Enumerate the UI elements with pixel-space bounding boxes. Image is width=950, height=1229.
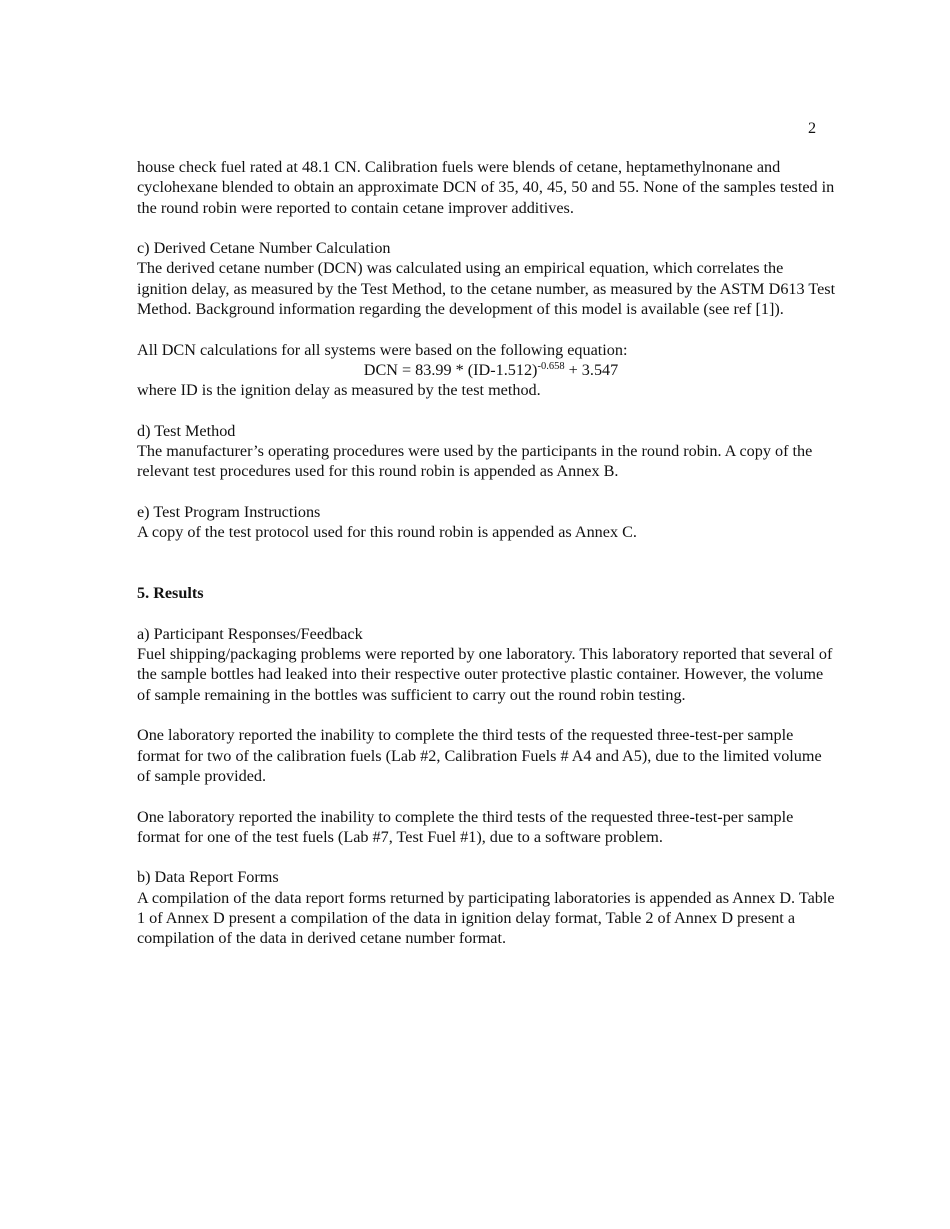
section-5b-heading: b) Data Report Forms bbox=[137, 868, 279, 887]
dcn-equation bbox=[137, 360, 837, 380]
section-5a-para-1: Fuel shipping/packaging problems were reported by one laboratory. This laboratory reported that several of the sample bottles had leaked into their respective outer protective plastic container. However, the volume of sample remaining in the bottles was sufficient to carry out the round robin testing. bbox=[137, 645, 833, 704]
section-d-heading: d) Test Method bbox=[137, 421, 236, 440]
section-5a-para-2: One laboratory reported the inability to complete the third tests of the requested three-test-per sample format for two of the calibration fuels (Lab #2, Calibration Fuels # A4 and A5), due to the limited volume of sample provided. bbox=[137, 726, 822, 785]
section-d-body: The manufacturer’s operating procedures were used by the participants in the round robin. A copy of the relevant test procedures used for this round robin is appended as Annex B. bbox=[137, 442, 813, 481]
intro-paragraph: house check fuel rated at 48.1 CN. Calibration fuels were blends of cetane, heptamethylnonane and cyclohexane blended to obtain an approximate DCN of 35, 40, 45, 50 and 55. None of the samples tested in the round robin were reported to contain cetane improver additives. bbox=[137, 158, 835, 217]
section-5a-heading: a) Participant Responses/Feedback bbox=[137, 624, 363, 643]
equation-exponent: -0.658 bbox=[537, 360, 565, 372]
document-body bbox=[137, 157, 837, 949]
section-c-body: The derived cetane number (DCN) was calculated using an empirical equation, which correlates the ignition delay, as measured by the Test Method, to the cetane number, as measured by the ASTM D613 Test Method. Background information regarding the development of this model is available (see ref [1]). bbox=[137, 259, 836, 319]
equation-tail: + 3.547 bbox=[564, 360, 619, 379]
section-c-heading: c) Derived Cetane Number Calculation bbox=[137, 239, 391, 258]
equation-base: DCN = 83.99 * (ID-1.512) bbox=[363, 360, 538, 379]
section-5a-para-3: One laboratory reported the inability to complete the third tests of the requested three-test-per sample format for one of the test fuels (Lab #7, Test Fuel #1), due to a software problem. bbox=[137, 807, 794, 846]
section-e-heading: e) Test Program Instructions bbox=[137, 503, 321, 522]
results-heading: 5. Results bbox=[137, 584, 204, 603]
page-number: 2 bbox=[808, 119, 817, 137]
section-5b-body: A compilation of the data report forms returned by participating laboratories is appended as Annex D. Table 1 of Annex D present a compilation of the data in ignition delay format, Table 2 of Annex D present a compilation of the data in derived cetane number format. bbox=[137, 888, 835, 948]
equation-intro: All DCN calculations for all systems were based on the following equation: bbox=[137, 340, 628, 359]
equation-note: where ID is the ignition delay as measured by the test method. bbox=[137, 381, 541, 400]
section-e-body: A copy of the test protocol used for this round robin is appended as Annex C. bbox=[137, 523, 637, 542]
